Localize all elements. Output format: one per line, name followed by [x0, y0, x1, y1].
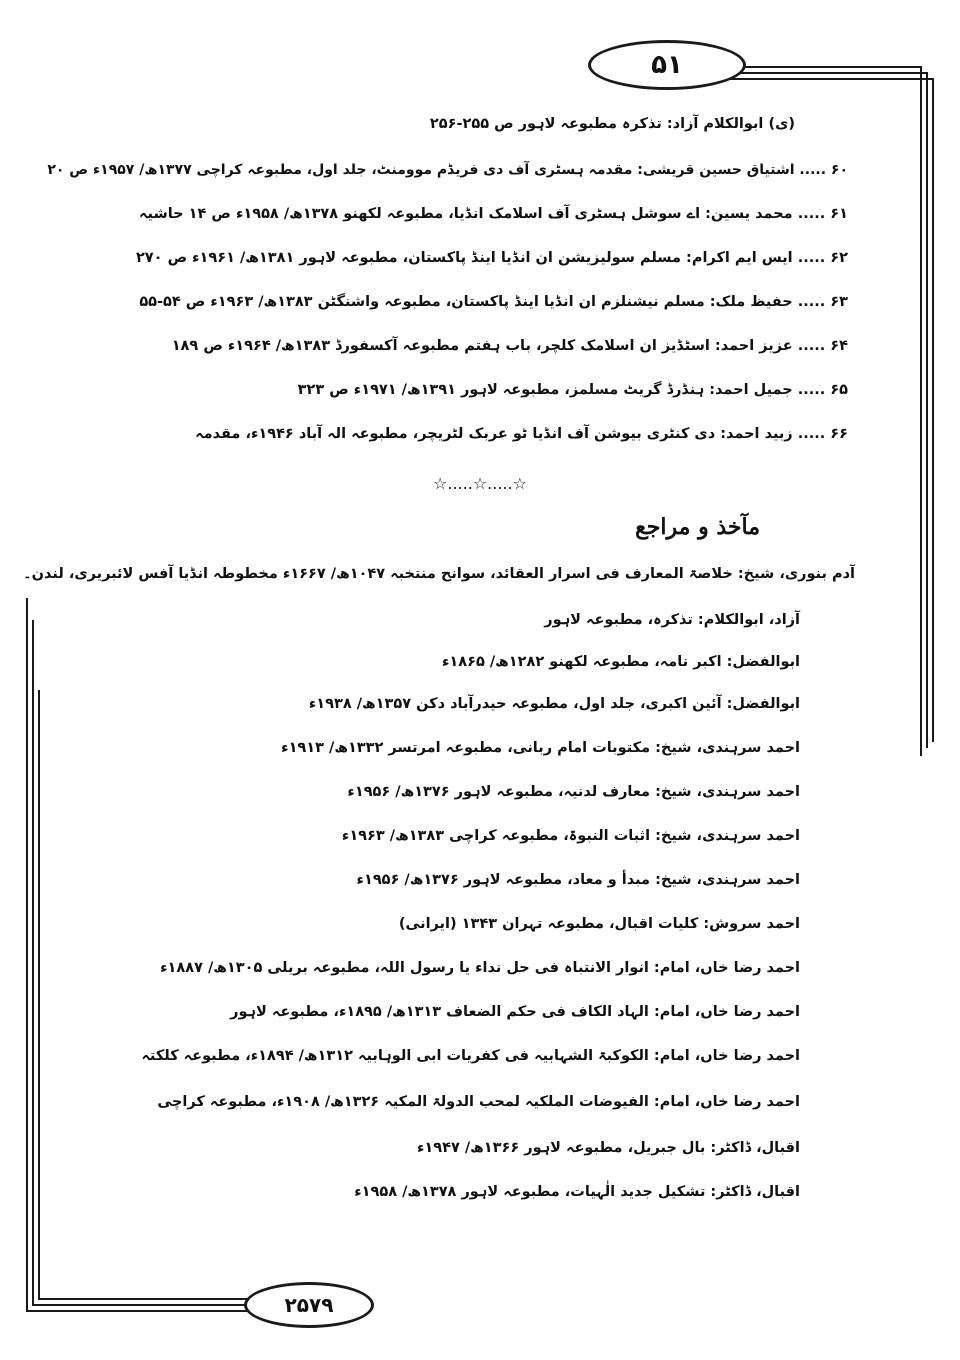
bibliography-heading: مآخذ و مراجع — [635, 514, 760, 540]
bibliography-entry: احمد سرہندی، شیخ: مکتوبات امام ربانی، مطبوعہ امرتسر ۱۳۳۲ھ/ ۱۹۱۳ء — [281, 740, 800, 756]
note-line: ۶۱ ..... محمد یسین: اے سوشل ہسٹری آف اسلامک انڈیا، مطبوعہ لکھنو ۱۳۷۸ھ/ ۱۹۵۸ء ص ۱۴ حاشیہ — [139, 206, 848, 222]
bibliography-entry: ابوالفضل: آئین اکبری، جلد اول، مطبوعہ حیدرآباد دکن ۱۳۵۷ھ/ ۱۹۳۸ء — [308, 696, 800, 712]
bibliography-entry: احمد رضا خاں، امام: الہاد الکاف فی حکم الضعاف ۱۳۱۳ھ/ ۱۸۹۵ء، مطبوعہ لاہور — [230, 1004, 800, 1020]
note-line: ۶۶ ..... زبید احمد: دی کنٹری بیوشن آف انڈیا ٹو عربک لٹریچر، مطبوعہ الہ آباد ۱۹۴۶ء، مقدمہ — [195, 426, 848, 442]
frame-bottom-line-3 — [38, 1298, 248, 1300]
bibliography-entry: اقبال، ڈاکٹر: تشکیل جدید الٰہیات، مطبوعہ لاہور ۱۳۷۸ھ/ ۱۹۵۸ء — [354, 1184, 800, 1200]
bibliography-entry: احمد سرہندی، شیخ: مبدأ و معاد، مطبوعہ لاہور ۱۳۷۶ھ/ ۱۹۵۶ء — [356, 872, 800, 888]
frame-left-line — [26, 598, 28, 1310]
bibliography-entry: احمد سرہندی، شیخ: معارف لدنیہ، مطبوعہ لاہور ۱۳۷۶ھ/ ۱۹۵۶ء — [347, 784, 800, 800]
bibliography-entry: ابوالفضل: اکبر نامہ، مطبوعہ لکھنو ۱۲۸۲ھ/ ۱۸۶۵ء — [442, 654, 800, 670]
frame-bottom-line — [26, 1310, 248, 1312]
bibliography-entry: احمد رضا خاں، امام: الکوکبۃ الشہابیہ فی کفریات ابی الوہابیہ ۱۳۱۲ھ/ ۱۸۹۴ء، مطبوعہ کلکتہ — [141, 1048, 800, 1064]
note-line: ۶۵ ..... جمیل احمد: ہنڈرڈ گریٹ مسلمز، مطبوعہ لاہور ۱۳۹۱ھ/ ۱۹۷۱ء ص ۳۲۳ — [297, 382, 848, 398]
frame-bottom-line-2 — [32, 1304, 248, 1306]
note-line: ۶۰ ..... اشتیاق حسین قریشی: مقدمہ ہسٹری آف دی فریڈم موومنٹ، جلد اول، مطبوعہ کراچی ۱۳۷۷ھ/ ۱۹۵۷ء ص ۲۰ — [47, 162, 848, 178]
frame-right-line — [920, 66, 922, 756]
bibliography-entry: آدم بنوری، شیخ: خلاصۃ المعارف فی اسرار العقائد، سوانح منتخبہ ۱۰۴۷ھ/ ۱۶۶۷ء مخطوطہ انڈیا آفس لائبریری، لندن۔ — [23, 566, 855, 582]
note-line: ۶۴ ..... عزیز احمد: اسٹڈیز ان اسلامک کلچر، باب ہفتم مطبوعہ آکسفورڈ ۱۳۸۳ھ/ ۱۹۶۴ء ص ۱۸۹ — [171, 338, 848, 354]
note-line: ۶۲ ..... ایس ایم اکرام: مسلم سولیزیشن ان انڈیا اینڈ پاکستان، مطبوعہ لاہور ۱۳۸۱ھ/ ۱۹۶۱ء ص ۲۷۰ — [135, 250, 848, 266]
note-line: (ی) ابوالکلام آزاد: تذکرہ مطبوعہ لاہور ص ۲۵۵-۲۵۶ — [429, 116, 795, 132]
bibliography-entry: اقبال، ڈاکٹر: بال جبریل، مطبوعہ لاہور ۱۳۶۶ھ/ ۱۹۴۷ء — [417, 1140, 800, 1156]
frame-left-line-3 — [38, 690, 40, 1300]
bibliography-entry: احمد رضا خاں، امام: انوار الانتباہ فی حل نداء یا رسول اللہ، مطبوعہ بریلی ۱۳۰۵ھ/ ۱۸۸۷ء — [160, 960, 800, 976]
top-page-number — [588, 40, 746, 90]
bibliography-entry: احمد سرہندی، شیخ: اثبات النبوۃ، مطبوعہ کراچی ۱۳۸۳ھ/ ۱۹۶۳ء — [341, 828, 800, 844]
bibliography-entry: احمد رضا خاں، امام: الفیوضات الملکیہ لمحب الدولۃ المکیہ ۱۳۲۶ھ/ ۱۹۰۸ء، مطبوعہ کراچی — [157, 1094, 800, 1110]
frame-left-line-2 — [32, 620, 34, 1306]
frame-right-line-2 — [926, 72, 928, 748]
divider-stars: ☆.....☆.....☆ — [433, 474, 527, 493]
bibliography-entry: آزاد، ابوالکلام: تذکرہ، مطبوعہ لاہور — [544, 612, 800, 628]
bottom-page-number — [244, 1282, 374, 1328]
bibliography-entry: احمد سروش: کلیات اقبال، مطبوعہ تہران ۱۳۴۳ (ایرانی) — [398, 916, 800, 932]
frame-right-line-3 — [932, 78, 934, 742]
top-page-number-text: ۵۱ — [651, 50, 683, 80]
bottom-page-number-text: ۲۵۷۹ — [284, 1293, 334, 1317]
note-line: ۶۳ ..... حفیظ ملک: مسلم نیشنلزم ان انڈیا اینڈ پاکستان، مطبوعہ واشنگٹن ۱۳۸۳ھ/ ۱۹۶۳ء ص ۵۴-۵۵ — [139, 294, 848, 310]
